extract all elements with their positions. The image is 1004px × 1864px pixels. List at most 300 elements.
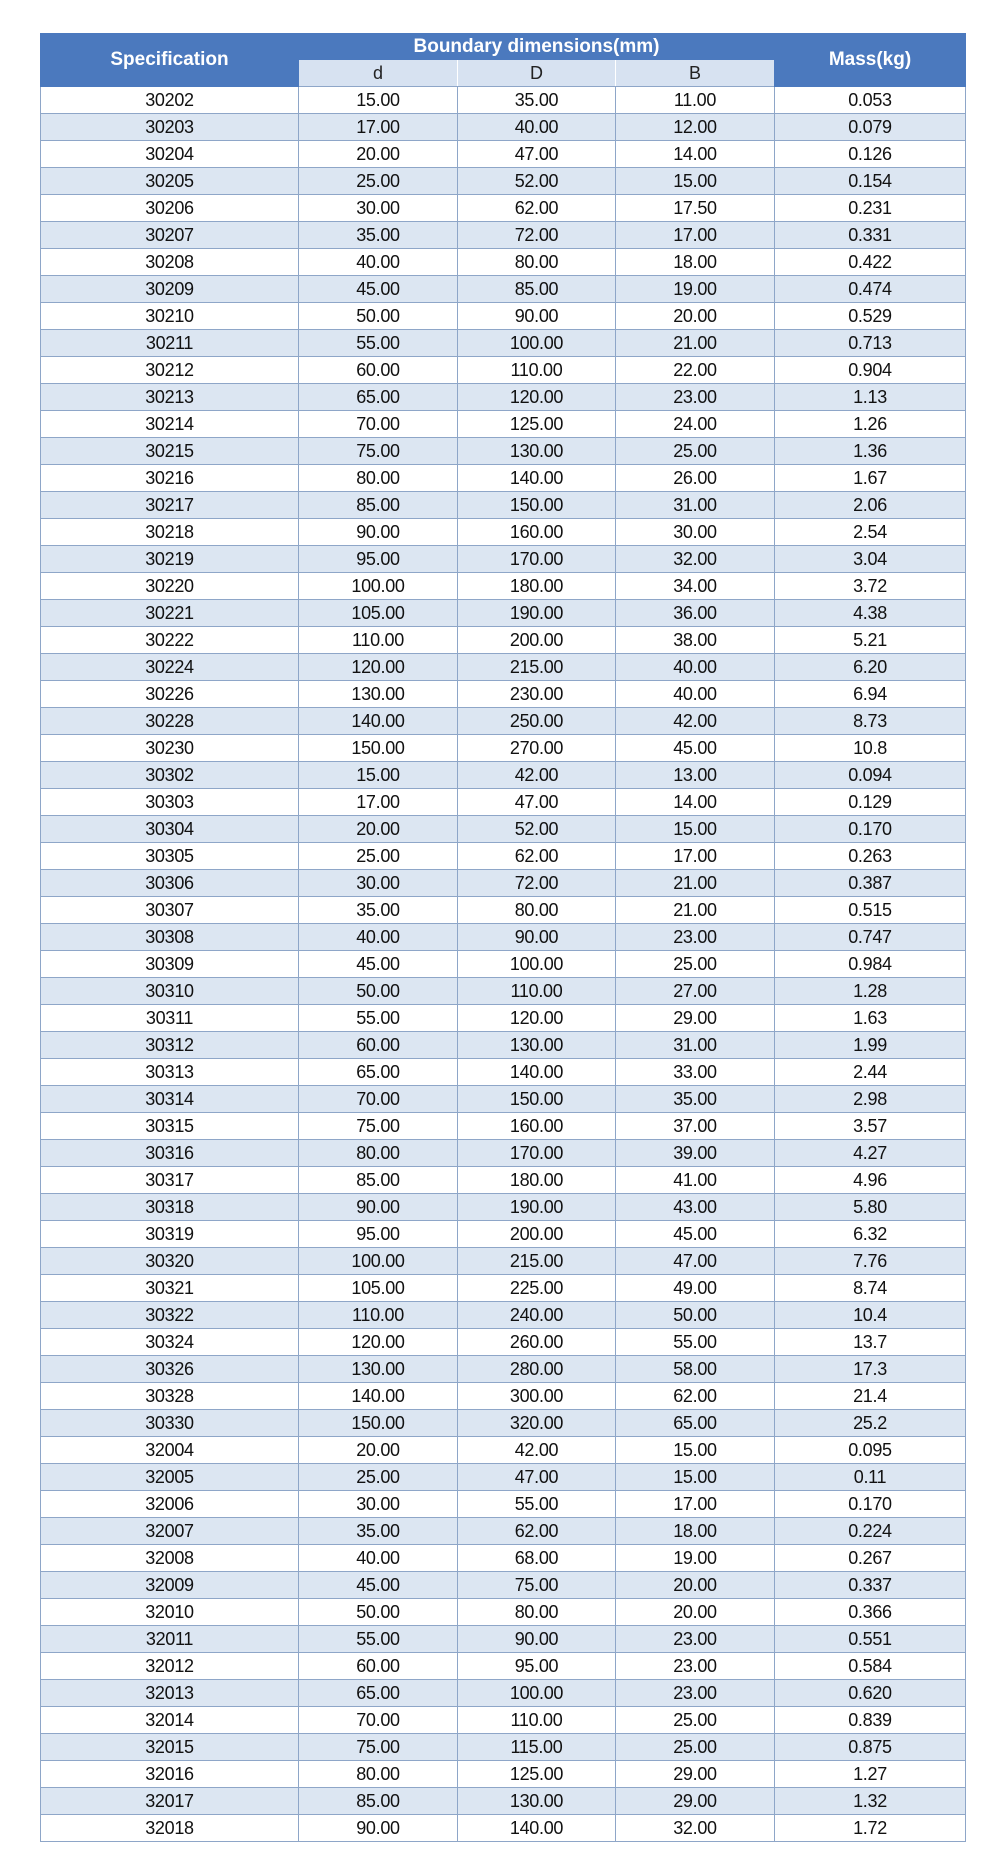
specification-cell: 30210 [41,303,299,330]
mass-cell: 0.263 [775,843,966,870]
D-subheader: D [458,60,616,87]
table-row [41,951,966,978]
mass-cell: 0.170 [775,1491,966,1518]
outer-diameter-cell: 47.00 [458,1464,616,1491]
inner-diameter-cell: 100.00 [299,573,458,600]
specification-cell: 30311 [41,1005,299,1032]
inner-diameter-cell: 55.00 [299,1626,458,1653]
specification-cell: 32008 [41,1545,299,1572]
table-row [41,654,966,681]
inner-diameter-cell: 150.00 [299,1410,458,1437]
table-row [41,1626,966,1653]
specification-cell: 32007 [41,1518,299,1545]
outer-diameter-cell: 200.00 [458,627,616,654]
width-cell: 40.00 [616,681,775,708]
table-row [41,762,966,789]
width-cell: 39.00 [616,1140,775,1167]
table-row [41,519,966,546]
table-row [41,438,966,465]
specification-cell: 30226 [41,681,299,708]
specification-cell: 30214 [41,411,299,438]
specification-cell: 30313 [41,1059,299,1086]
mass-cell: 0.984 [775,951,966,978]
outer-diameter-cell: 110.00 [458,357,616,384]
width-cell: 58.00 [616,1356,775,1383]
table-row [41,1464,966,1491]
outer-diameter-cell: 240.00 [458,1302,616,1329]
table-row [41,1059,966,1086]
specification-cell: 30202 [41,87,299,114]
inner-diameter-cell: 45.00 [299,276,458,303]
table-row [41,1734,966,1761]
width-cell: 18.00 [616,249,775,276]
inner-diameter-cell: 60.00 [299,1653,458,1680]
width-cell: 50.00 [616,1302,775,1329]
table-row [41,465,966,492]
specification-cell: 32011 [41,1626,299,1653]
specification-cell: 30326 [41,1356,299,1383]
table-row [41,1788,966,1815]
table-row [41,87,966,114]
width-cell: 55.00 [616,1329,775,1356]
width-cell: 31.00 [616,492,775,519]
outer-diameter-cell: 140.00 [458,465,616,492]
table-row [41,1815,966,1842]
table-row [41,276,966,303]
table-row [41,978,966,1005]
mass-cell: 13.7 [775,1329,966,1356]
inner-diameter-cell: 25.00 [299,168,458,195]
mass-cell: 0.126 [775,141,966,168]
mass-cell: 0.904 [775,357,966,384]
table-row [41,168,966,195]
table-row [41,1707,966,1734]
width-cell: 13.00 [616,762,775,789]
width-cell: 12.00 [616,114,775,141]
mass-cell: 0.231 [775,195,966,222]
outer-diameter-cell: 62.00 [458,195,616,222]
width-cell: 35.00 [616,1086,775,1113]
width-cell: 24.00 [616,411,775,438]
specification-cell: 30324 [41,1329,299,1356]
width-cell: 22.00 [616,357,775,384]
outer-diameter-cell: 85.00 [458,276,616,303]
outer-diameter-cell: 75.00 [458,1572,616,1599]
mass-header: Mass(kg) [775,34,966,87]
width-cell: 15.00 [616,816,775,843]
mass-cell: 6.94 [775,681,966,708]
inner-diameter-cell: 40.00 [299,1545,458,1572]
width-cell: 21.00 [616,870,775,897]
inner-diameter-cell: 55.00 [299,1005,458,1032]
specification-cell: 30319 [41,1221,299,1248]
outer-diameter-cell: 225.00 [458,1275,616,1302]
width-cell: 23.00 [616,1680,775,1707]
mass-cell: 0.529 [775,303,966,330]
specification-cell: 30208 [41,249,299,276]
width-cell: 45.00 [616,735,775,762]
inner-diameter-cell: 80.00 [299,1761,458,1788]
width-cell: 21.00 [616,330,775,357]
mass-cell: 0.584 [775,1653,966,1680]
table-row [41,681,966,708]
outer-diameter-cell: 215.00 [458,1248,616,1275]
width-cell: 17.00 [616,222,775,249]
table-row [41,870,966,897]
width-cell: 32.00 [616,546,775,573]
mass-cell: 0.422 [775,249,966,276]
specification-cell: 30318 [41,1194,299,1221]
specification-cell: 30207 [41,222,299,249]
outer-diameter-cell: 170.00 [458,1140,616,1167]
bearing-spec-table [40,33,966,1842]
inner-diameter-cell: 17.00 [299,114,458,141]
d-subheader: d [299,60,458,87]
outer-diameter-cell: 320.00 [458,1410,616,1437]
mass-cell: 0.267 [775,1545,966,1572]
table-row [41,1167,966,1194]
width-cell: 41.00 [616,1167,775,1194]
table-row [41,195,966,222]
width-cell: 27.00 [616,978,775,1005]
mass-cell: 1.72 [775,1815,966,1842]
width-cell: 17.50 [616,195,775,222]
inner-diameter-cell: 45.00 [299,1572,458,1599]
width-cell: 29.00 [616,1005,775,1032]
outer-diameter-cell: 250.00 [458,708,616,735]
table-row [41,573,966,600]
outer-diameter-cell: 110.00 [458,1707,616,1734]
outer-diameter-cell: 80.00 [458,1599,616,1626]
width-cell: 37.00 [616,1113,775,1140]
outer-diameter-cell: 47.00 [458,141,616,168]
table-row [41,1599,966,1626]
inner-diameter-cell: 85.00 [299,492,458,519]
outer-diameter-cell: 100.00 [458,1680,616,1707]
width-cell: 23.00 [616,1653,775,1680]
width-cell: 25.00 [616,1707,775,1734]
specification-cell: 30328 [41,1383,299,1410]
inner-diameter-cell: 95.00 [299,1221,458,1248]
outer-diameter-cell: 190.00 [458,1194,616,1221]
mass-cell: 0.154 [775,168,966,195]
inner-diameter-cell: 15.00 [299,762,458,789]
inner-diameter-cell: 95.00 [299,546,458,573]
outer-diameter-cell: 100.00 [458,330,616,357]
specification-cell: 30306 [41,870,299,897]
mass-cell: 0.053 [775,87,966,114]
outer-diameter-cell: 72.00 [458,870,616,897]
width-cell: 15.00 [616,1464,775,1491]
width-cell: 62.00 [616,1383,775,1410]
width-cell: 49.00 [616,1275,775,1302]
inner-diameter-cell: 150.00 [299,735,458,762]
table-header [41,34,966,87]
table-row [41,1545,966,1572]
table-row [41,1113,966,1140]
outer-diameter-cell: 90.00 [458,924,616,951]
table-row [41,303,966,330]
inner-diameter-cell: 20.00 [299,816,458,843]
table-row [41,546,966,573]
width-cell: 15.00 [616,1437,775,1464]
outer-diameter-cell: 125.00 [458,1761,616,1788]
mass-cell: 0.094 [775,762,966,789]
inner-diameter-cell: 75.00 [299,438,458,465]
specification-cell: 32016 [41,1761,299,1788]
mass-cell: 1.67 [775,465,966,492]
inner-diameter-cell: 50.00 [299,303,458,330]
outer-diameter-cell: 150.00 [458,1086,616,1113]
mass-cell: 0.474 [775,276,966,303]
outer-diameter-cell: 80.00 [458,897,616,924]
width-cell: 32.00 [616,1815,775,1842]
table-row [41,1410,966,1437]
inner-diameter-cell: 85.00 [299,1788,458,1815]
width-cell: 18.00 [616,1518,775,1545]
mass-cell: 17.3 [775,1356,966,1383]
outer-diameter-cell: 110.00 [458,978,616,1005]
outer-diameter-cell: 180.00 [458,573,616,600]
table-row [41,330,966,357]
table-row [41,222,966,249]
table-row [41,627,966,654]
specification-cell: 30228 [41,708,299,735]
table-row [41,249,966,276]
width-cell: 17.00 [616,843,775,870]
width-cell: 20.00 [616,303,775,330]
mass-cell: 1.13 [775,384,966,411]
table-row [41,1032,966,1059]
specification-cell: 32017 [41,1788,299,1815]
outer-diameter-cell: 120.00 [458,384,616,411]
outer-diameter-cell: 100.00 [458,951,616,978]
mass-cell: 4.96 [775,1167,966,1194]
outer-diameter-cell: 68.00 [458,1545,616,1572]
table-row [41,1383,966,1410]
table-row [41,114,966,141]
mass-cell: 5.21 [775,627,966,654]
inner-diameter-cell: 35.00 [299,222,458,249]
inner-diameter-cell: 90.00 [299,1815,458,1842]
mass-cell: 1.63 [775,1005,966,1032]
mass-cell: 10.8 [775,735,966,762]
width-cell: 47.00 [616,1248,775,1275]
specification-cell: 30314 [41,1086,299,1113]
table-row [41,1572,966,1599]
width-cell: 29.00 [616,1788,775,1815]
table-row [41,897,966,924]
mass-cell: 0.839 [775,1707,966,1734]
mass-cell: 8.73 [775,708,966,735]
outer-diameter-cell: 230.00 [458,681,616,708]
mass-cell: 3.57 [775,1113,966,1140]
specification-cell: 30302 [41,762,299,789]
width-cell: 23.00 [616,1626,775,1653]
specification-cell: 30206 [41,195,299,222]
inner-diameter-cell: 50.00 [299,1599,458,1626]
inner-diameter-cell: 17.00 [299,789,458,816]
inner-diameter-cell: 20.00 [299,1437,458,1464]
specification-cell: 30317 [41,1167,299,1194]
outer-diameter-cell: 130.00 [458,1788,616,1815]
inner-diameter-cell: 105.00 [299,1275,458,1302]
inner-diameter-cell: 80.00 [299,465,458,492]
outer-diameter-cell: 47.00 [458,789,616,816]
boundary-dimensions-header: Boundary dimensions(mm) [299,34,775,60]
inner-diameter-cell: 70.00 [299,411,458,438]
inner-diameter-cell: 30.00 [299,870,458,897]
specification-cell: 30211 [41,330,299,357]
inner-diameter-cell: 30.00 [299,1491,458,1518]
width-cell: 19.00 [616,1545,775,1572]
inner-diameter-cell: 25.00 [299,1464,458,1491]
width-cell: 25.00 [616,951,775,978]
mass-cell: 2.06 [775,492,966,519]
specification-cell: 30224 [41,654,299,681]
inner-diameter-cell: 60.00 [299,357,458,384]
inner-diameter-cell: 75.00 [299,1734,458,1761]
mass-cell: 1.26 [775,411,966,438]
specification-cell: 30305 [41,843,299,870]
specification-cell: 30303 [41,789,299,816]
mass-cell: 2.54 [775,519,966,546]
outer-diameter-cell: 42.00 [458,1437,616,1464]
inner-diameter-cell: 85.00 [299,1167,458,1194]
B-subheader: B [616,60,775,87]
specification-cell: 30209 [41,276,299,303]
mass-cell: 25.2 [775,1410,966,1437]
outer-diameter-cell: 95.00 [458,1653,616,1680]
table-row [41,789,966,816]
width-cell: 20.00 [616,1599,775,1626]
width-cell: 25.00 [616,438,775,465]
inner-diameter-cell: 35.00 [299,897,458,924]
mass-cell: 6.32 [775,1221,966,1248]
outer-diameter-cell: 270.00 [458,735,616,762]
table-row [41,843,966,870]
table-row [41,1140,966,1167]
outer-diameter-cell: 140.00 [458,1059,616,1086]
specification-cell: 30217 [41,492,299,519]
table-row [41,1680,966,1707]
specification-cell: 30215 [41,438,299,465]
width-cell: 36.00 [616,600,775,627]
inner-diameter-cell: 110.00 [299,627,458,654]
width-cell: 21.00 [616,897,775,924]
specification-cell: 30322 [41,1302,299,1329]
specification-cell: 30205 [41,168,299,195]
width-cell: 43.00 [616,1194,775,1221]
mass-cell: 7.76 [775,1248,966,1275]
specification-cell: 32010 [41,1599,299,1626]
specification-header: Specification [41,34,299,87]
width-cell: 11.00 [616,87,775,114]
table-row [41,492,966,519]
inner-diameter-cell: 90.00 [299,1194,458,1221]
outer-diameter-cell: 115.00 [458,1734,616,1761]
width-cell: 14.00 [616,141,775,168]
inner-diameter-cell: 65.00 [299,384,458,411]
mass-cell: 0.095 [775,1437,966,1464]
outer-diameter-cell: 80.00 [458,249,616,276]
outer-diameter-cell: 55.00 [458,1491,616,1518]
outer-diameter-cell: 125.00 [458,411,616,438]
table-row [41,1302,966,1329]
width-cell: 40.00 [616,654,775,681]
inner-diameter-cell: 70.00 [299,1086,458,1113]
specification-cell: 32015 [41,1734,299,1761]
mass-cell: 0.11 [775,1464,966,1491]
outer-diameter-cell: 62.00 [458,843,616,870]
outer-diameter-cell: 180.00 [458,1167,616,1194]
table-row [41,1437,966,1464]
outer-diameter-cell: 42.00 [458,762,616,789]
outer-diameter-cell: 90.00 [458,303,616,330]
width-cell: 15.00 [616,168,775,195]
inner-diameter-cell: 20.00 [299,141,458,168]
inner-diameter-cell: 55.00 [299,330,458,357]
inner-diameter-cell: 140.00 [299,708,458,735]
specification-cell: 30213 [41,384,299,411]
specification-cell: 30203 [41,114,299,141]
specification-cell: 32012 [41,1653,299,1680]
specification-cell: 30308 [41,924,299,951]
outer-diameter-cell: 52.00 [458,816,616,843]
mass-cell: 4.38 [775,600,966,627]
specification-cell: 32014 [41,1707,299,1734]
inner-diameter-cell: 80.00 [299,1140,458,1167]
outer-diameter-cell: 200.00 [458,1221,616,1248]
table-row [41,1518,966,1545]
width-cell: 14.00 [616,789,775,816]
mass-cell: 3.72 [775,573,966,600]
inner-diameter-cell: 65.00 [299,1059,458,1086]
inner-diameter-cell: 65.00 [299,1680,458,1707]
specification-cell: 30309 [41,951,299,978]
outer-diameter-cell: 62.00 [458,1518,616,1545]
specification-cell: 30320 [41,1248,299,1275]
inner-diameter-cell: 35.00 [299,1518,458,1545]
mass-cell: 0.551 [775,1626,966,1653]
specification-cell: 30230 [41,735,299,762]
specification-cell: 30222 [41,627,299,654]
mass-cell: 0.224 [775,1518,966,1545]
specification-cell: 30310 [41,978,299,1005]
specification-cell: 30330 [41,1410,299,1437]
width-cell: 30.00 [616,519,775,546]
specification-cell: 32013 [41,1680,299,1707]
specification-cell: 30220 [41,573,299,600]
width-cell: 23.00 [616,384,775,411]
inner-diameter-cell: 110.00 [299,1302,458,1329]
outer-diameter-cell: 130.00 [458,1032,616,1059]
outer-diameter-cell: 35.00 [458,87,616,114]
inner-diameter-cell: 130.00 [299,1356,458,1383]
table-row [41,1248,966,1275]
mass-cell: 0.129 [775,789,966,816]
outer-diameter-cell: 130.00 [458,438,616,465]
specification-cell: 30204 [41,141,299,168]
mass-cell: 0.620 [775,1680,966,1707]
outer-diameter-cell: 140.00 [458,1815,616,1842]
specification-cell: 30218 [41,519,299,546]
mass-cell: 2.44 [775,1059,966,1086]
mass-cell: 0.331 [775,222,966,249]
specification-cell: 32009 [41,1572,299,1599]
mass-cell: 0.366 [775,1599,966,1626]
specification-cell: 30315 [41,1113,299,1140]
